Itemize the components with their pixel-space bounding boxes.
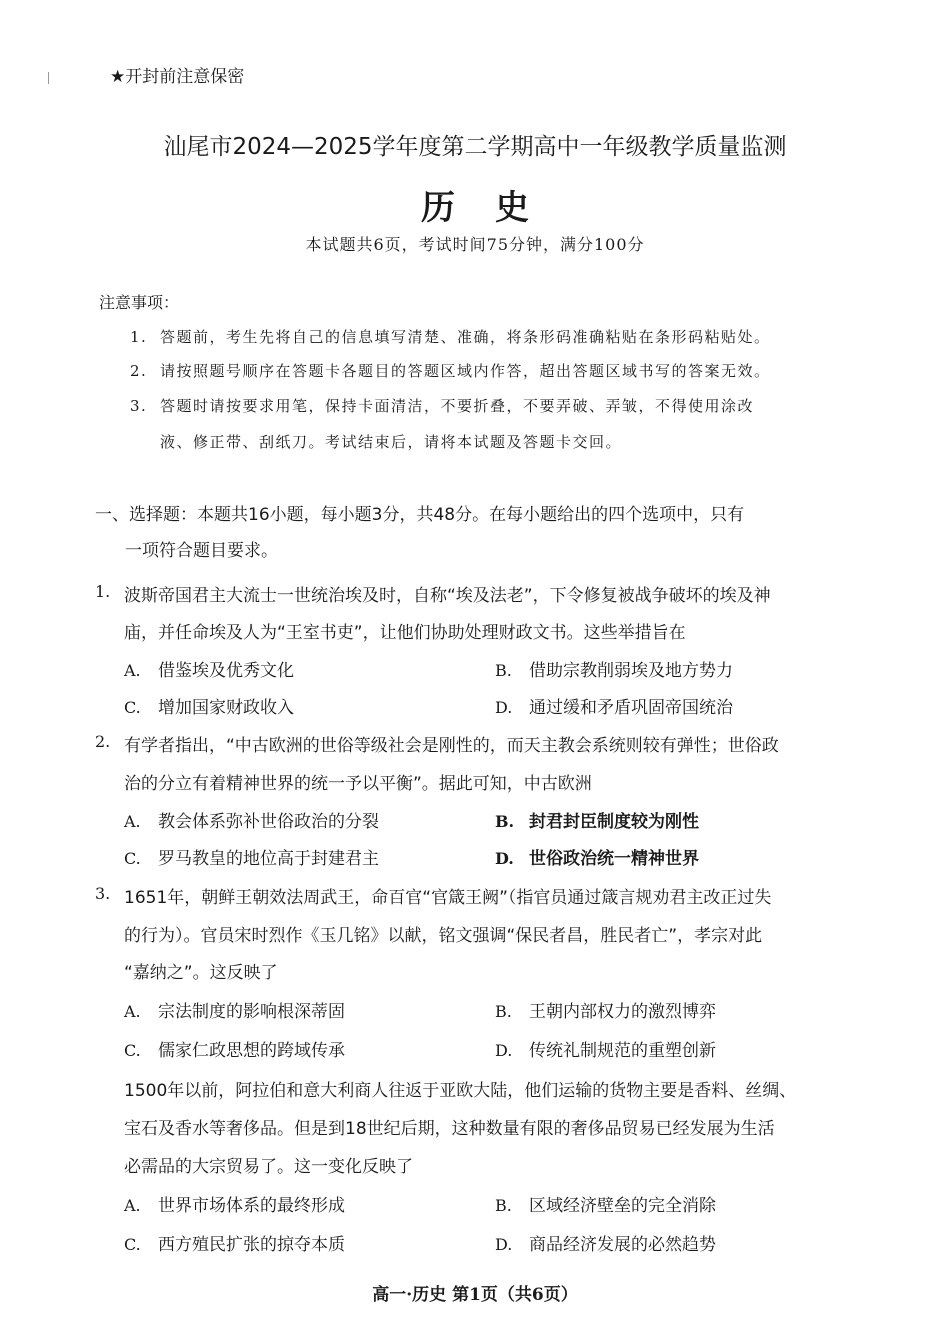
option-a[interactable] [124,656,294,681]
section-line: 一项符合题目要求。 [125,541,278,561]
question-line: 庙，并任命埃及人为“王室书吏”，让他们协助处理财政文书。这些举措旨在 [124,623,686,643]
option-c[interactable] [124,1036,345,1061]
option-b[interactable] [495,997,716,1022]
option-label: B. [495,1002,512,1021]
option-text: 西方殖民扩张的掠夺本质 [158,1235,345,1255]
question-line: 治的分立有着精神世界的统一予以平衡”。据此可知，中古欧洲 [124,774,592,794]
option-text: 世俗政治统一精神世界 [529,849,699,869]
option-label: C. [124,1041,141,1060]
option-text: 世界市场体系的最终形成 [158,1196,345,1216]
option-text: 儒家仁政思想的跨域传承 [158,1041,345,1061]
note-item [130,320,860,354]
note-item [130,389,860,423]
question-line: “嘉纳之”。这反映了 [124,963,278,983]
scan-mark [48,72,49,84]
option-a[interactable] [124,997,345,1022]
option-b[interactable] [495,1191,716,1216]
option-text: 区域经济壁垒的完全消除 [529,1196,716,1216]
option-label: A. [124,1196,141,1215]
option-d[interactable] [495,844,699,869]
option-label: A. [124,661,141,680]
question-line: 的行为）。官员宋时烈作《玉几铭》以献，铭文强调“保民者昌，胜民者亡”，孝宗对此 [124,926,763,946]
option-b[interactable] [495,807,699,832]
question-line: 波斯帝国君主大流士一世统治埃及时，自称“埃及法老”，下令修复被战争破坏的埃及神 [124,586,771,606]
option-label: B. [495,661,512,680]
option-c[interactable] [124,844,379,869]
option-c[interactable] [124,1230,345,1255]
option-label: C. [124,849,141,868]
note-number: 3. [130,397,148,415]
option-text: 增加国家财政收入 [158,698,294,718]
subject-title: 历史 [421,188,569,228]
option-d[interactable] [495,1036,716,1061]
option-text: 通过缓和矛盾巩固帝国统治 [529,698,733,718]
question-line: 必需品的大宗贸易了。这一变化反映了 [124,1157,413,1177]
note-text: 请按照题号顺序在答题卡各题目的答题区域内作答，超出答题区域书写的答案无效。 [160,362,771,380]
confidential-note: ★开封前注意保密 [110,67,245,87]
option-b[interactable] [495,656,733,681]
exam-info: 本试题共6页，考试时间75分钟，满分100分 [305,235,645,254]
option-label: D. [495,698,513,717]
option-text: 封君封臣制度较为刚性 [529,812,699,832]
note-number: 2. [130,362,148,380]
option-label: C. [124,1235,141,1254]
question-number: 3. [95,884,111,903]
option-d[interactable] [495,1230,716,1255]
option-text: 传统礼制规范的重塑创新 [529,1041,716,1061]
option-text: 宗法制度的影响根深蒂固 [158,1002,345,1022]
option-a[interactable] [124,807,379,832]
option-label: A. [124,812,141,831]
page-footer: 高一·历史 第1页（共6页） [372,1285,578,1305]
option-a[interactable] [124,1191,345,1216]
question-line: 1651年，朝鲜王朝效法周武王，命百官“官箴王阙”（指官员通过箴言规劝君主改正过失 [124,888,772,908]
option-text: 借鉴埃及优秀文化 [158,661,294,681]
note-text: 答题时请按要求用笔，保持卡面清洁，不要折叠，不要弄破、弄皱，不得使用涂改 [160,397,755,415]
option-label: D. [495,1235,513,1254]
question-number: 1. [95,582,111,601]
section-line: 一、选择题：本题共16小题，每小题3分，共48分。在每小题给出的四个选项中，只有 [95,505,745,525]
option-label: D. [495,849,514,868]
section-heading [95,497,865,569]
note-continuation: 液、修正带、刮纸刀。考试结束后，请将本试题及答题卡交回。 [160,433,623,451]
option-text: 借助宗教削弱埃及地方势力 [529,661,733,681]
option-label: D. [495,1041,513,1060]
question-line: 宝石及香水等奢侈品。但是到18世纪后期，这种数量有限的奢侈品贸易已经发展为生活 [124,1119,775,1139]
option-text: 王朝内部权力的激烈博弈 [529,1002,716,1022]
option-d[interactable] [495,693,733,718]
option-label: A. [124,1002,141,1021]
note-number: 1. [130,328,148,346]
option-text: 教会体系弥补世俗政治的分裂 [158,812,379,832]
option-label: B. [495,812,515,831]
exam-title: 汕尾市2024—2025学年度第二学期高中一年级教学质量监测 [163,134,787,160]
option-label: B. [495,1196,512,1215]
option-text: 罗马教皇的地位高于封建君主 [158,849,379,869]
option-c[interactable] [124,693,294,718]
option-text: 商品经济发展的必然趋势 [529,1235,716,1255]
note-item [130,354,860,388]
question-line: 有学者指出，“中古欧洲的世俗等级社会是刚性的，而天主教会系统则较有弹性；世俗政 [124,736,779,756]
option-label: C. [124,698,141,717]
note-text: 答题前，考生先将自己的信息填写清楚、准确，将条形码准确粘贴在条形码粘贴处。 [160,328,771,346]
question-number: 2. [95,732,111,751]
question-line: 1500年以前，阿拉伯和意大利商人往返于亚欧大陆，他们运输的货物主要是香料、丝绸、 [124,1081,797,1101]
notes-heading: 注意事项： [99,293,180,312]
